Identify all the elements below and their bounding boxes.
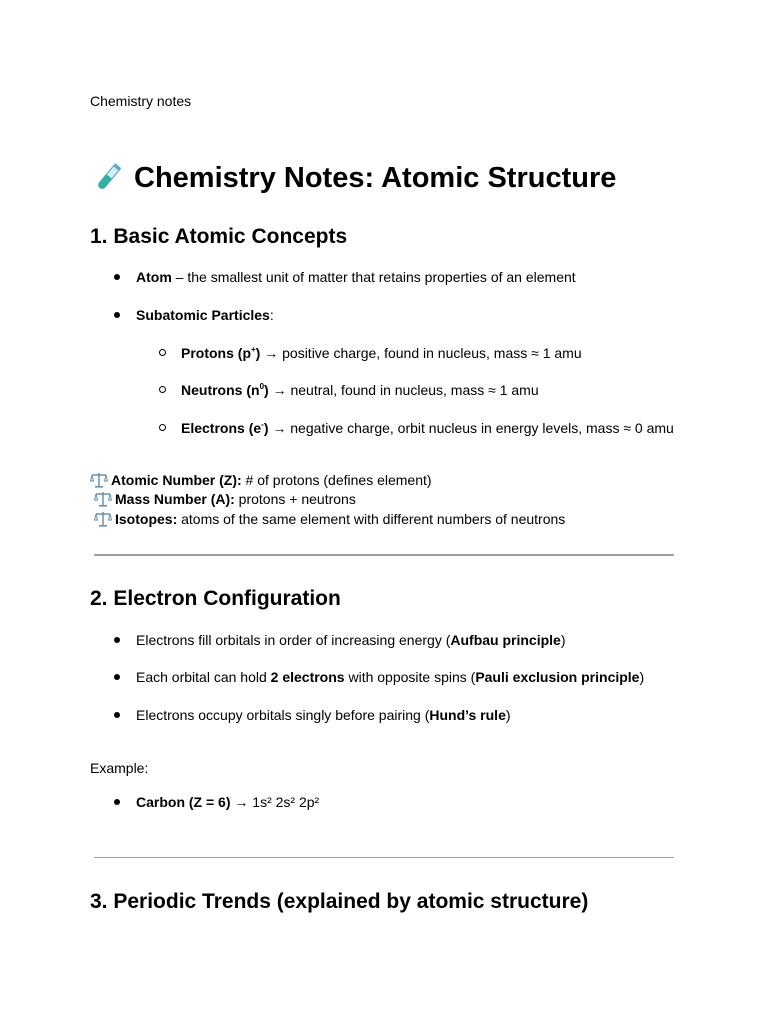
list-item bbox=[181, 344, 582, 362]
term-atomic-number: Atomic Number (Z): bbox=[111, 472, 242, 488]
bullet-circle bbox=[159, 424, 166, 431]
text: ) bbox=[560, 632, 566, 648]
text: Electrons fill orbitals in order of increasing energy ( bbox=[136, 632, 451, 648]
electrons-description: → negative charge, orbit nucleus in energy levels, mass ≈ 0 amu bbox=[268, 420, 674, 436]
list-item bbox=[136, 668, 644, 686]
mass-number-description: protons + neutrons bbox=[234, 491, 356, 507]
bullet-dot bbox=[114, 712, 120, 718]
section-heading-periodic-trends: 3. Periodic Trends (explained by atomic structure) bbox=[90, 890, 589, 913]
term-protons bbox=[181, 345, 260, 361]
list-item bbox=[136, 306, 274, 324]
section-heading-electron-configuration: 2. Electron Configuration bbox=[90, 587, 341, 610]
term-isotopes: Isotopes: bbox=[115, 511, 178, 527]
term-subatomic-particles: Subatomic Particles bbox=[136, 307, 270, 323]
test-tube-icon bbox=[90, 160, 126, 196]
bullet-dot bbox=[114, 799, 120, 805]
term-neutrons bbox=[181, 382, 269, 398]
horizontal-divider bbox=[94, 554, 674, 556]
fact-atomic-number bbox=[90, 471, 432, 489]
list-item bbox=[136, 268, 576, 286]
electrons-label: Electrons (e bbox=[181, 420, 262, 436]
paren-close: ) bbox=[255, 345, 261, 361]
carbon-configuration: → 1s² 2s² 2p² bbox=[230, 794, 320, 810]
protons-label: Protons (p bbox=[181, 345, 251, 361]
list-item bbox=[136, 631, 566, 649]
paren-close: ) bbox=[263, 420, 269, 436]
bullet-dot bbox=[114, 674, 120, 680]
bullet-dot bbox=[114, 637, 120, 643]
list-item bbox=[181, 381, 539, 399]
text: with opposite spins ( bbox=[344, 669, 476, 685]
text: ) bbox=[505, 707, 511, 723]
fact-mass-number bbox=[94, 490, 356, 508]
neutrons-superscript: 0 bbox=[259, 382, 265, 391]
term-electrons bbox=[181, 420, 268, 436]
protons-description: → positive charge, found in nucleus, mass ≈ 1 amu bbox=[260, 345, 582, 361]
text: Each orbital can hold bbox=[136, 669, 271, 685]
bullet-circle bbox=[159, 349, 166, 356]
balance-scale-icon bbox=[90, 472, 108, 488]
term-carbon: Carbon (Z = 6) bbox=[136, 794, 231, 810]
bullet-dot bbox=[114, 274, 120, 280]
atom-description: – the smallest unit of matter that retains properties of an element bbox=[171, 269, 576, 285]
term-mass-number: Mass Number (A): bbox=[115, 491, 235, 507]
section-heading-basic-concepts: 1. Basic Atomic Concepts bbox=[90, 225, 348, 248]
balance-scale-icon bbox=[94, 491, 112, 507]
example-label: Example: bbox=[90, 760, 149, 776]
list-item bbox=[136, 793, 319, 811]
bullet-circle bbox=[159, 386, 166, 393]
paren-close: ) bbox=[264, 382, 269, 398]
isotopes-description: atoms of the same element with different numbers of neutrons bbox=[177, 511, 566, 527]
horizontal-divider bbox=[94, 857, 674, 858]
term-hunds-rule: Hund’s rule bbox=[429, 707, 506, 723]
term-atom: Atom bbox=[136, 269, 172, 285]
page-title bbox=[90, 160, 616, 196]
fact-isotopes bbox=[94, 510, 565, 528]
electrons-superscript: - bbox=[261, 420, 264, 429]
list-item bbox=[136, 706, 511, 724]
bullet-dot bbox=[114, 312, 120, 318]
neutrons-description: → neutral, found in nucleus, mass ≈ 1 amu bbox=[268, 382, 539, 398]
protons-superscript: + bbox=[251, 345, 256, 354]
term-pauli: Pauli exclusion principle bbox=[475, 669, 640, 685]
document-label: Chemistry notes bbox=[90, 93, 192, 109]
text: ) bbox=[639, 669, 645, 685]
colon: : bbox=[269, 307, 274, 323]
page-title-text: Chemistry Notes: Atomic Structure bbox=[134, 161, 617, 194]
list-item bbox=[181, 419, 674, 437]
neutrons-label: Neutrons (n bbox=[181, 382, 260, 398]
term-aufbau: Aufbau principle bbox=[450, 632, 561, 648]
atomic-number-description: # of protons (defines element) bbox=[241, 472, 432, 488]
text: Electrons occupy orbitals singly before pairing ( bbox=[136, 707, 430, 723]
term-two-electrons: 2 electrons bbox=[270, 669, 345, 685]
balance-scale-icon bbox=[94, 511, 112, 527]
